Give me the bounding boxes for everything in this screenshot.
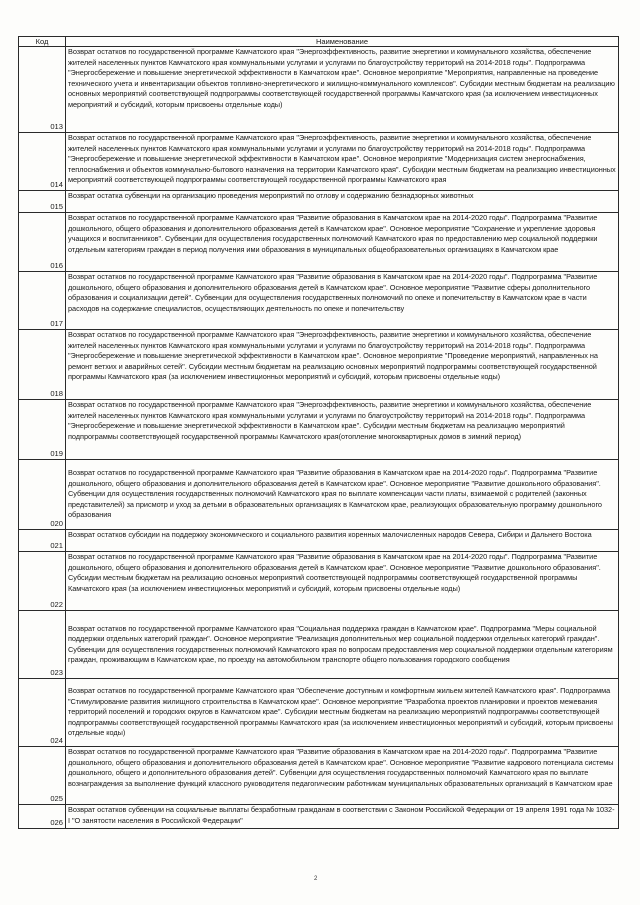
table-row [19,805,619,829]
table-row [19,400,619,460]
row-description: Возврат остатков по государственной программе Камчатского края "Развитие образования в Камчатском крае на 2014-2020 годы". Подпрограмма "Развитие дошкольного, общего образования и дополнительного образования детей в Камчатском крае". Основное мероприятие "Развитие сферы дополнительного образования и социализации детей". Субвенции для осуществления государственных полномочий по опеке и попечительству в Камчатском крае в части расходов на содержание специалистов, осуществляющих деятельность по опеке и попечительству [66,272,619,330]
row-code: 023 [19,611,66,679]
row-description: Возврат остатков субсидии на поддержку экономического и социального развития коренных малочисленных народов Севера, Сибири и Дальнего Востока [66,530,619,552]
row-code: 014 [19,133,66,191]
table-row [19,460,619,530]
row-code: 017 [19,272,66,330]
row-description: Возврат остатков по государственной программе Камчатского края "Энергоэффективность, развитие энергетики и коммунального хозяйства, обеспечение жителей населенных пунктов Камчатского края коммунальными услугами и услугами по благоустройству территорий на 2014-2018 годы". Подпрограмма "Энергосбережение и повышение энергетической эффективности в Камчатском крае". Основное мероприятие "Модернизация систем энергоснабжения, теплоснабжения и объектов коммунально-бытового назначения на территории Камчатского края". Субсидии местным бюджетам на реализацию инвестиционных мероприятий соответствующей подпрограммы соответствующей государственной программы Камчатского края [66,133,619,191]
row-code: 018 [19,330,66,400]
page-number: 2 [314,876,318,882]
column-header-name: Наименование [66,37,619,47]
table-row [19,133,619,191]
table-row [19,611,619,679]
table-row [19,679,619,747]
row-description: Возврат остатков субвенции на социальные выплаты безработным гражданам в соответствии с Законом Российской Федерации от 19 апреля 1991 года № 1032-I "О занятости населения в Российской Федерации" [66,805,619,829]
row-description: Возврат остатков по государственной программе Камчатского края "Социальная поддержка граждан в Камчатском крае". Подпрограмма "Меры социальной поддержки отдельных категорий граждан". Основное мероприятие "Реализация дополнительных мер социальной поддержки отдельных категорий граждан". Субвенции для осуществления государственных полномочий Камчатского края по вопросам предоставления мер социальной поддержки отдельным категориям граждан, проживающим в Камчатском крае, по проезду на автомобильном транспорте общего пользования городского сообщения [66,611,619,679]
table-row [19,47,619,133]
row-description: Возврат остатков по государственной программе Камчатского края "Развитие образования в Камчатском крае на 2014-2020 годы". Подпрограмма "Развитие дошкольного, общего образования и дополнительного образования детей в Камчатском крае". Основное мероприятие "Развитие дошкольного образования". Субсидии местным бюджетам на реализацию основных мероприятий соответствующей подпрограммы соответствующей государственной программы Камчатского края (за исключением инвестиционных мероприятий и субсидий, которым присвоены отдельные коды) [66,552,619,611]
table-row [19,747,619,805]
budget-codes-table [18,36,619,829]
row-code: 021 [19,530,66,552]
row-code: 026 [19,805,66,829]
row-description: Возврат остатков по государственной программе Камчатского края "Обеспечение доступным и комфортным жильем жителей Камчатского края". Подпрограмма "Стимулирование развития жилищного строительства в Камчатском крае". Основное мероприятие "Разработка проектов планировки и проектов межевания территорий поселений и городских округов в Камчатском крае". Субсидии местным бюджетам на реализацию мероприятий подпрограммы соответствующей подпрограммы соответствующей государственной программы Камчатского края (за исключением инвестиционных мероприятий и субсидий, которым присвоены отдельные коды) [66,679,619,747]
row-code: 019 [19,400,66,460]
row-code: 020 [19,460,66,530]
row-description: Возврат остатка субвенции на организацию проведения мероприятий по отлову и содержанию безнадзорных животных [66,191,619,213]
row-description: Возврат остатков по государственной программе Камчатского края "Энергоэффективность, развитие энергетики и коммунального хозяйства, обеспечение жителей населенных пунктов Камчатского края коммунальными услугами и услугами по благоустройству территорий на 2014-2018 годы". Подпрограмма "Энергосбережение и повышение энергетической эффективности в Камчатском крае". Субсидии местным бюджетам на реализацию мероприятий подпрограммы соответствующей государственной программы Камчатского края(отопление многоквартирных домов в зимний период) [66,400,619,460]
table-row [19,530,619,552]
row-code: 022 [19,552,66,611]
row-code: 013 [19,47,66,133]
row-description: Возврат остатков по государственной программе Камчатского края "Развитие образования в Камчатском крае на 2014-2020 годы". Подпрограмма "Развитие дошкольного, общего образования и дополнительного образования детей в Камчатском крае". Основное мероприятие "Развитие дошкольного образования". Субвенции для осуществления государственных полномочий Камчатского края по выплате компенсации части платы, взимаемой с родителей (законных представителей) за присмотр и уход за детьми в образовательных организациях в Камчатском крае, реализующих образовательную программу дошкольного образования [66,460,619,530]
row-description: Возврат остатков по государственной программе Камчатского края "Развитие образования в Камчатском крае на 2014-2020 годы". Подпрограмма "Развитие дошкольного, общего образования и дополнительного образования детей в Камчатском крае". Основное мероприятие "Развитие кадрового потенциала системы дошкольного, общего и дополнительного образования детей". Субвенции для осуществления государственных полномочий Камчатского края по выплате вознаграждения за выполнение функций классного руководителя педагогическим работникам муниципальных образовательных организаций в Камчатском крае [66,747,619,805]
table-row [19,552,619,611]
row-description: Возврат остатков по государственной программе Камчатского края "Энергоэффективность, развитие энергетики и коммунального хозяйства, обеспечение жителей населенных пунктов Камчатского края коммунальными услугами и услугами по благоустройству территорий на 2014-2018 годы". Подпрограмма "Энергосбережение и повышение энергетической эффективности в Камчатском крае". Основное мероприятие "Проведение мероприятий, направленных на ремонт ветхих и аварийных сетей". Субсидии местным бюджетам на реализацию основных мероприятий подпрограммы соответствующей государственной программы Камчатского края (за исключением инвестиционных мероприятий и субсидий, которым присвоены отдельные коды) [66,330,619,400]
row-description: Возврат остатков по государственной программе Камчатского края "Развитие образования в Камчатском крае на 2014-2020 годы". Подпрограмма "Развитие дошкольного, общего образования и дополнительного образования детей в Камчатском крае". Основное мероприятие "Сохранение и укрепление здоровья учащихся и воспитанников". Субвенции для осуществления государственных полномочий Камчатского края по предоставлению мер социальной поддержки отдельным категориям граждан в период получения ими образования в муниципальных общеобразовательных организациях в Камчатском крае [66,213,619,272]
row-code: 016 [19,213,66,272]
row-code: 024 [19,679,66,747]
table-row [19,272,619,330]
row-code: 025 [19,747,66,805]
column-header-code: Код [19,37,66,47]
row-code: 015 [19,191,66,213]
row-description: Возврат остатков по государственной программе Камчатского края "Энергоэффективность, развитие энергетики и коммунального хозяйства, обеспечение жителей населенных пунктов Камчатского края коммунальными услугами и услугами по благоустройству территорий на 2014-2018 годы". Подпрограмма "Энергосбережение и повышение энергетической эффективности в Камчатском крае". Основное мероприятие "Мероприятия, направленные на проведение технического учета и инвентаризации объектов топливно-энергетического и жилищно-коммунального комплексов". Субсидии местным бюджетам на реализацию основных мероприятий соответствующей подпрограммы соответствующей государственной программы Камчатского края (за исключением инвестиционных мероприятий и субсидий, которым присвоены отдельные коды) [66,47,619,133]
table-row [19,191,619,213]
table-row [19,330,619,400]
table-header-row [19,37,619,47]
table-row [19,213,619,272]
